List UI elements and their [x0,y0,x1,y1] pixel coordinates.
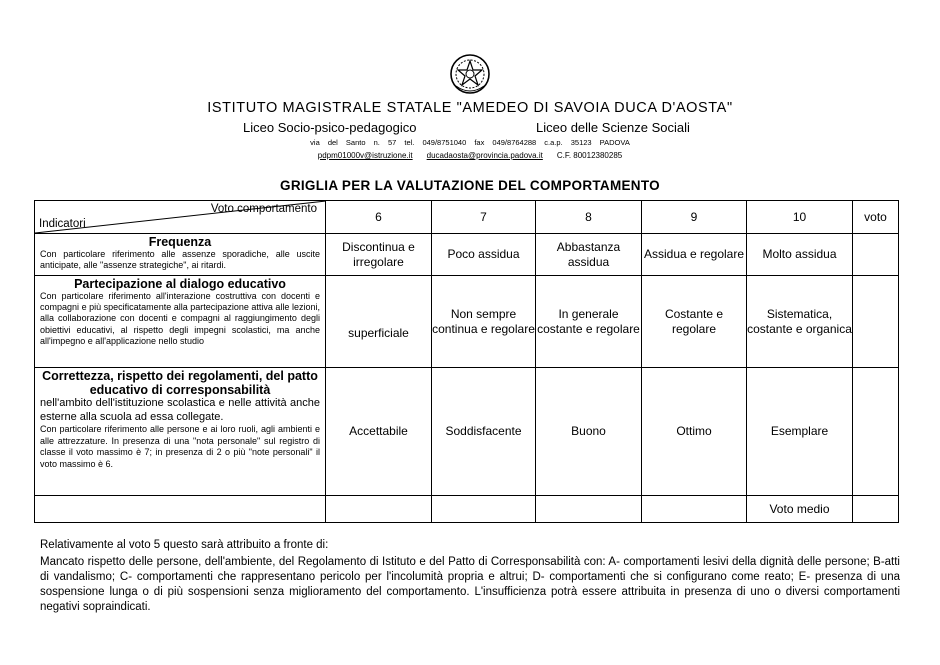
voto-medio-label: Voto medio [747,496,853,523]
voto-comportamento-label: Voto comportamento [210,203,317,215]
address-line: via del Santo n. 57 tel. 049/8751040 fax 049/8764288 c.a.p. 35123 PADOVA [310,138,630,147]
corner-cell [35,201,326,234]
indicator-title: Frequenza [148,235,212,249]
grade-cell: Esemplare [747,368,853,496]
indicator-description-main: nell'ambito dell'istituzione scolastica e nelle attività anche esterne alla scuola ad essa collegate. [40,397,320,423]
row-partecipazione [35,276,899,368]
indicatori-label: Indicatori [39,218,86,230]
voto-cell[interactable] [853,276,899,368]
grade-cell: superficiale [326,276,432,368]
indicator-description-detail: Con particolare riferimento alle persone e ai loro ruoli, agli ambienti e alle attrezzature. In presenza di una "nota personale" sul registro di classe il voto massimo è 7; in presenza di 2 o più "note personali" il voto massimo è 6. [40,424,320,469]
subtitle-right: Liceo delle Scienze Sociali [536,120,690,135]
col-header-8: 8 [536,201,642,234]
indicator-description: Con particolare riferimento all'interazione costruttiva con docenti e compagni e più specificatamente alla partecipazione attiva alle lezioni, alla collaborazione con docenti e compagni al raggiungimento degli obiettivi educativi, al rispetto degli impegni scolastici, ma anche all'impegno e all'applicazione nello studio [40,291,320,346]
grid-header-row [35,201,899,234]
grade-cell: In generale costante e regolare [536,276,642,368]
indicator-partecipazione [35,276,326,368]
col-header-voto: voto [853,201,899,234]
email-link-1[interactable]: pdpm01000v@istruzione.it [317,151,413,160]
evaluation-grid [34,200,899,523]
empty-cell [35,496,326,523]
grade-cell: Discontinua e irregolare [326,234,432,276]
republic-emblem-icon [448,52,492,96]
grid-title: GRIGLIA PER LA VALUTAZIONE DEL COMPORTAMENTO [280,178,660,193]
col-header-10: 10 [747,201,853,234]
footer-note [40,538,900,615]
email-link-2[interactable]: ducadaosta@provincia.padova.it [426,151,543,160]
grade-cell: Sistematica, costante e organica [747,276,853,368]
footer-body: Mancato rispetto delle persone, dell'ambiente, del Regolamento di Istituto e del Patto di Corresponsabilità con: A- comportamenti lesivi della dignità delle persone; B-atti di vandalismo; C- comportamenti che rappresentano pericolo per l'incolumità propria e altrui; D- comportamenti che si configurano come reato; E- presenza di una sospensione lunga o di più sospensioni senza miglioramento del comportamento. L'insufficienza potrà essere attribuita in presenza di uno o diversi comportamenti negativi sopraindicati. [40,556,900,613]
empty-cell [642,496,747,523]
grade-cell: Molto assidua [747,234,853,276]
col-header-9: 9 [642,201,747,234]
indicator-correttezza [35,368,326,496]
grade-cell: Accettabile [326,368,432,496]
empty-cell [326,496,432,523]
grade-cell: Assidua e regolare [642,234,747,276]
col-header-6: 6 [326,201,432,234]
indicator-title: Correttezza, rispetto dei regolamenti, del patto educativo di corresponsabilità [42,369,318,397]
indicator-description: Con particolare riferimento alle assenze sporadiche, alle uscite anticipate, alle "assenze strategiche", ai ritardi. [40,249,320,271]
grade-cell: Non sempre continua e regolare [432,276,536,368]
subtitle-left: Liceo Socio-psico-pedagogico [243,120,417,135]
empty-cell [432,496,536,523]
row-correttezza [35,368,899,496]
grade-cell: Costante e regolare [642,276,747,368]
school-name: ISTITUTO MAGISTRALE STATALE "AMEDEO DI SAVOIA DUCA D'AOSTA" [207,100,733,116]
grade-cell: Poco assidua [432,234,536,276]
row-frequenza [35,234,899,276]
footer-intro: Relativamente al voto 5 questo sarà attribuito a fronte di: [40,539,329,551]
grade-cell: Soddisfacente [432,368,536,496]
voto-medio-cell[interactable] [853,496,899,523]
col-header-7: 7 [432,201,536,234]
contact-line [0,151,940,160]
grade-cell: Buono [536,368,642,496]
indicator-frequenza [35,234,326,276]
indicator-title: Partecipazione al dialogo educativo [74,277,286,291]
row-voto-medio [35,496,899,523]
voto-cell[interactable] [853,234,899,276]
voto-cell[interactable] [853,368,899,496]
empty-cell [536,496,642,523]
tax-code: C.F. 80012380285 [556,151,623,160]
grade-cell: Ottimo [642,368,747,496]
grade-cell: Abbastanza assidua [536,234,642,276]
